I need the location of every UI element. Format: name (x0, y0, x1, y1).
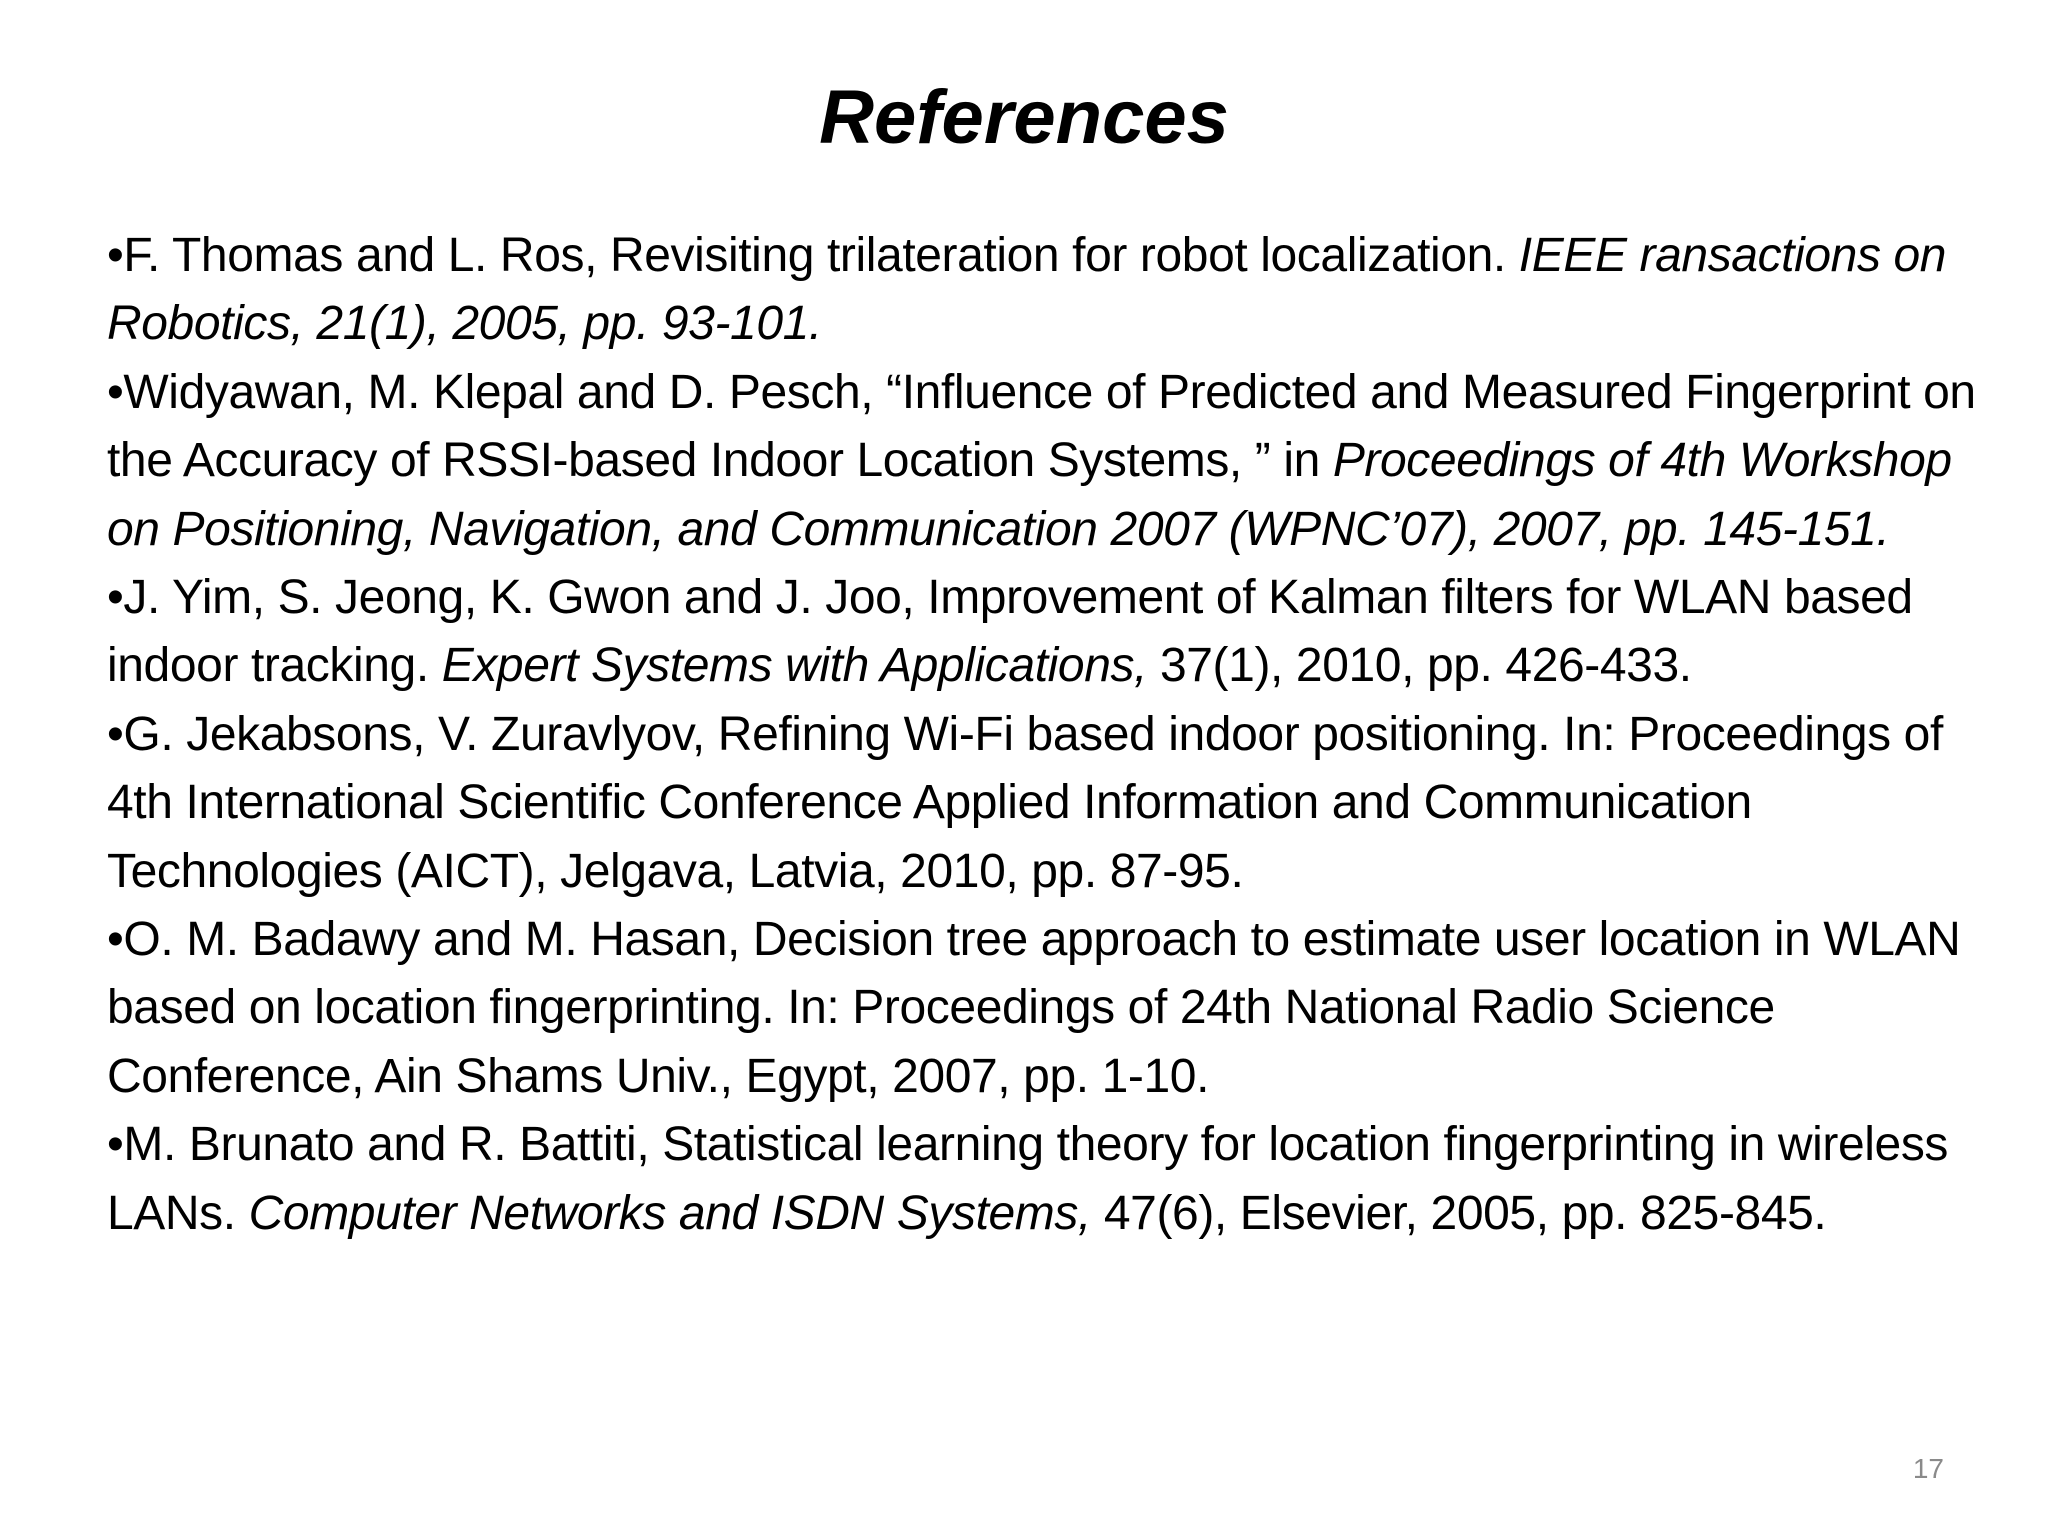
reference-text: 47(6), Elsevier, 2005, pp. 825-845. (1090, 1186, 1827, 1240)
reference-text: M. Brunato and R. Battiti, Statistical learning theory for location fingerprinting in wireless LANs. (107, 1118, 1949, 1240)
reference-journal: Proceedings of 4th Workshop on Positioning, Navigation, and Communication 2007 (WPNC’07), 2007, pp. 145-151. (107, 434, 1952, 556)
reference-journal: Expert Systems with Applications, (441, 639, 1148, 693)
reference-journal: IEEE ransactions on Robotics, 21(1), 2005, pp. 93-101. (107, 229, 1947, 351)
reference-item (107, 222, 1987, 359)
reference-item (107, 1111, 1987, 1248)
bullet: • (107, 913, 124, 967)
reference-item (107, 564, 1987, 701)
bullet: • (107, 229, 124, 282)
bullet: • (107, 365, 124, 419)
reference-item (107, 359, 1987, 564)
bullet: • (107, 707, 124, 761)
bullet: • (107, 1118, 124, 1172)
reference-text: Widyawan, M. Klepal and D. Pesch, “Influence of Predicted and Measured Fingerprint on the Accuracy of RSSI-based Indoor Location Systems, ” in (107, 365, 1976, 488)
reference-text: F. Thomas and L. Ros, Revisiting trilateration for robot localization. (123, 229, 1519, 282)
reference-text: J. Yim, S. Jeong, K. Gwon and J. Joo, Improvement of Kalman filters for WLAN based indoor tracking. (107, 571, 1913, 693)
reference-list (107, 222, 1987, 1248)
reference-journal: Computer Networks and ISDN Systems, (248, 1186, 1091, 1240)
page-number: 17 (1912, 1453, 1944, 1484)
reference-item (107, 701, 1987, 906)
reference-text: G. Jekabsons, V. Zuravlyov, Refining Wi-Fi based indoor positioning. In: Proceedings of 4th International Scientific Conference Applied Information and Communication Technologies (AICT), Jelgava, Latvia, 2010, pp. 87-95. (107, 707, 1943, 898)
reference-text: O. M. Badawy and M. Hasan, Decision tree approach to estimate user location in WLAN based on location fingerprinting. In: Proceedings of 24th National Radio Science Conference, Ain Shams Univ., Egypt, 2007, pp. 1-10. (107, 913, 1961, 1103)
reference-text: 37(1), 2010, pp. 426-433. (1147, 639, 1692, 693)
slide-title: References (819, 75, 1229, 160)
reference-item (107, 906, 1987, 1111)
bullet: • (107, 571, 124, 625)
